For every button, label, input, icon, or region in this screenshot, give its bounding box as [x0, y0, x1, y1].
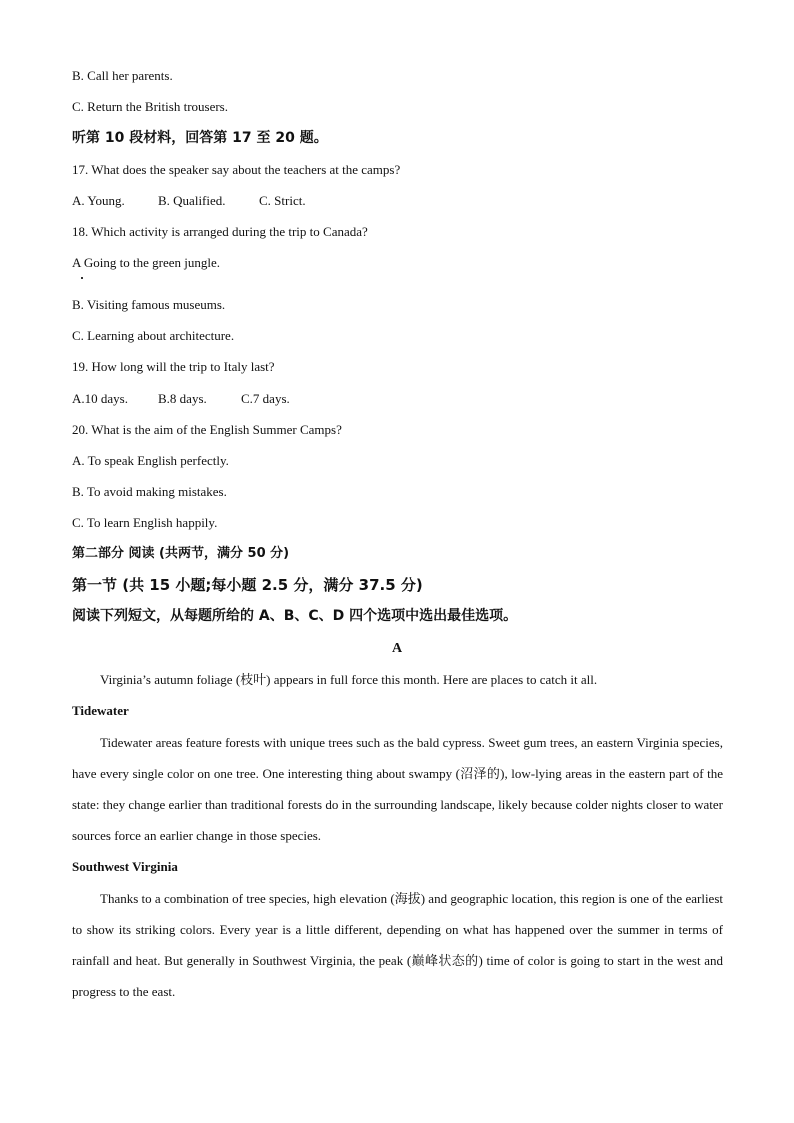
q19-option-b: B.8 days. [158, 391, 207, 406]
section-heading-tidewater: Tidewater [72, 703, 129, 718]
passage-intro: Virginia’s autumn foliage (枝叶) appears in full force this month. Here are places to catch it all. [100, 672, 598, 687]
q18-option-a: A Going to the green jungle. [72, 255, 221, 270]
passage-label: A [391, 641, 403, 656]
q17-question: 17. What does the speaker say about the teachers at the camps? [72, 162, 401, 177]
q20-option-a: A. To speak English perfectly. [72, 453, 229, 468]
q17-option-a: A. Young. [72, 193, 125, 208]
part2-title: 第二部分 阅读 (共两节，满分 50 分) [72, 546, 290, 561]
q20-question: 20. What is the aim of the English Summer Camps? [72, 422, 342, 437]
q18-option-c: C. Learning about architecture. [72, 328, 235, 343]
q19-question: 19. How long will the trip to Italy last? [72, 359, 275, 374]
q18-question: 18. Which activity is arranged during the trip to Canada? [72, 224, 368, 239]
q20-option-c: C. To learn English happily. [72, 515, 218, 530]
q19-option-a: A.10 days. [72, 391, 128, 406]
q16-option-c: C. Return the British trousers. [72, 99, 228, 114]
q18-option-b: B. Visiting famous museums. [72, 297, 226, 312]
q17-option-b: B. Qualified. [158, 193, 226, 208]
q16-option-b: B. Call her parents. [72, 68, 173, 83]
section10-instruction: 听第 10 段材料，回答第 17 至 20 题。 [72, 130, 328, 146]
q19-option-c: C.7 days. [241, 391, 290, 406]
reading-instruction: 阅读下列短文，从每题所给的 A、B、C、D 四个选项中选出最佳选项。 [72, 608, 518, 624]
paragraph-tidewater: Tidewater areas feature forests with unique trees such as the bald cypress. Sweet gum trees, an eastern Virginia species, have every single color on one tree. One interesting thing about swampy (沼泽的), low-lying areas in the eastern part of the state: they change earlier than traditional forests do in the surrounding landscape, likely because colder nights closer to water sources force an earlier change in those species. [72, 735, 723, 843]
section-heading-southwest-virginia: Southwest Virginia [72, 859, 178, 874]
stray-dot-mark [81, 277, 83, 279]
q20-option-b: B. To avoid making mistakes. [72, 484, 227, 499]
q17-option-c: C. Strict. [259, 193, 306, 208]
section1-title: 第一节 (共 15 小题;每小题 2.5 分，满分 37.5 分) [72, 576, 423, 594]
paragraph-southwest-virginia: Thanks to a combination of tree species, high elevation (海拔) and geographic location, this region is one of the earliest to show its striking colors. Every year is a little different, depending on what has happened over the summer in terms of rainfall and heat. But generally in Southwest Virginia, the peak (巅峰状态的) time of color is going to start in the west and progress to the east. [72, 891, 723, 999]
